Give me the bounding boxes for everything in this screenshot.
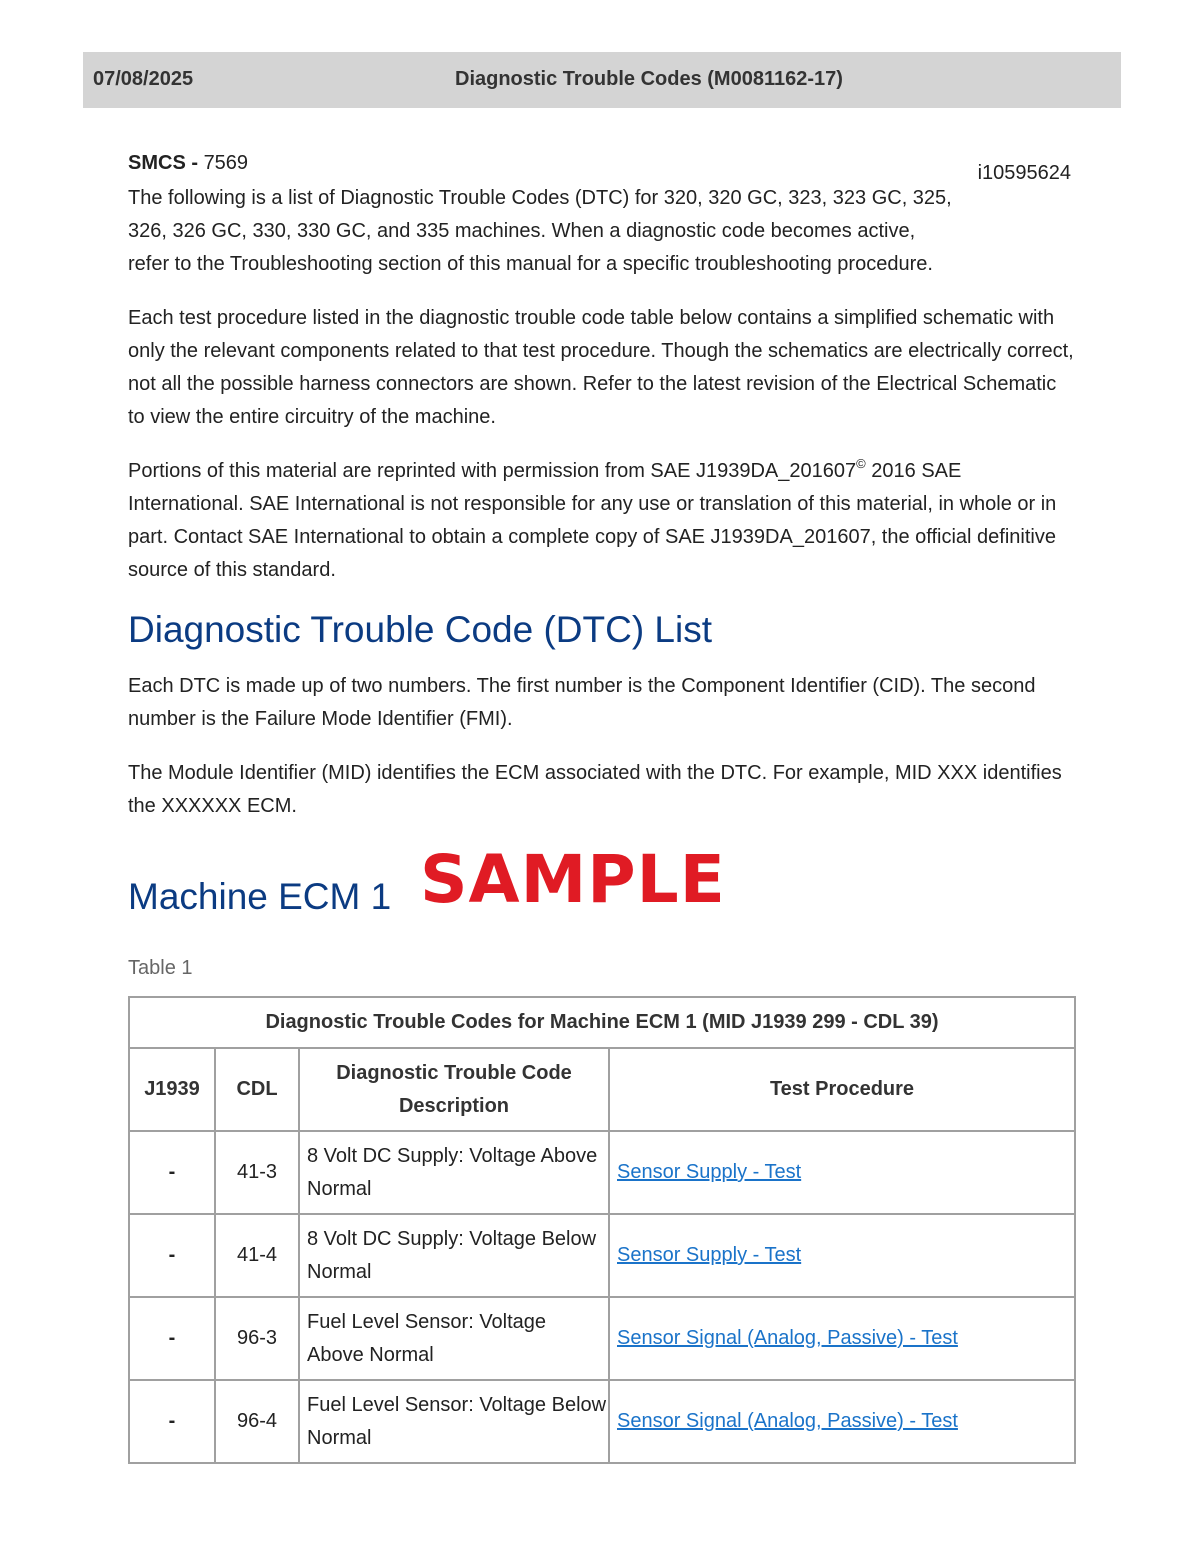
cell-test-procedure — [609, 1214, 1075, 1297]
dtc-paragraph-2: The Module Identifier (MID) identifies the ECM associated with the DTC. For example, MID XXX identifies the XXXXXX ECM. — [128, 762, 1062, 817]
test-procedure-link[interactable]: Sensor Supply - Test — [617, 1244, 802, 1266]
smcs-value: 7569 — [203, 152, 249, 174]
cell-cdl: 96-4 — [215, 1380, 299, 1463]
column-header-cdl: CDL — [215, 1048, 299, 1131]
intro-paragraph-1: The following is a list of Diagnostic Trouble Codes (DTC) for 320, 320 GC, 323, 323 GC, 325, 326, 326 GC, 330, 330 GC, and 335 machines. When a diagnostic code becomes active, refer to the Troubleshooting section of this manual for a specific troubleshooting procedure. — [128, 187, 952, 275]
sample-watermark: SAMPLE — [420, 841, 726, 918]
print-date: 07/08/2025 — [93, 68, 194, 90]
table-caption-row — [129, 997, 1075, 1048]
table-row — [129, 1297, 1075, 1380]
machine-ecm-heading: Machine ECM 1 — [128, 876, 392, 917]
cell-description: 8 Volt DC Supply: Voltage Above Normal — [299, 1131, 609, 1214]
document-title: Diagnostic Trouble Codes (M0081162-17) — [455, 68, 843, 90]
smcs-row — [128, 152, 1076, 182]
table-header-row — [129, 1048, 1075, 1131]
cell-j1939: - — [129, 1297, 215, 1380]
page-header — [83, 52, 1121, 108]
table-row — [129, 1131, 1075, 1214]
cell-cdl: 41-4 — [215, 1214, 299, 1297]
smcs-label: SMCS - — [128, 152, 198, 174]
cell-description: Fuel Level Sensor: Voltage Above Normal — [299, 1297, 609, 1380]
table-caption: Diagnostic Trouble Codes for Machine ECM 1 (MID J1939 299 - CDL 39) — [129, 997, 1075, 1048]
document-id: i10595624 — [977, 162, 1071, 184]
cell-cdl: 41-3 — [215, 1131, 299, 1214]
cell-description: Fuel Level Sensor: Voltage Below Normal — [299, 1380, 609, 1463]
column-header-description: Diagnostic Trouble Code Description — [299, 1048, 609, 1131]
cell-cdl: 96-3 — [215, 1297, 299, 1380]
table-row — [129, 1214, 1075, 1297]
test-procedure-link[interactable]: Sensor Supply - Test — [617, 1161, 802, 1183]
table-row — [129, 1380, 1075, 1463]
document-body — [128, 152, 1076, 1464]
cell-test-procedure — [609, 1131, 1075, 1214]
column-header-j1939: J1939 — [129, 1048, 215, 1131]
copyright-text-start: Portions of this material are reprinted with permission from SAE J1939DA_201607 — [128, 460, 857, 482]
intro-paragraph-3 — [128, 455, 1076, 587]
ecm-heading-row — [128, 823, 1076, 923]
cell-description: 8 Volt DC Supply: Voltage Below Normal — [299, 1214, 609, 1297]
table-label: Table 1 — [128, 957, 193, 979]
cell-test-procedure — [609, 1297, 1075, 1380]
cell-j1939: - — [129, 1214, 215, 1297]
test-procedure-link[interactable]: Sensor Signal (Analog, Passive) - Test — [617, 1327, 958, 1349]
cell-test-procedure — [609, 1380, 1075, 1463]
intro-paragraph-2: Each test procedure listed in the diagnostic trouble code table below contains a simplified schematic with only the relevant components related to that test procedure. Though the schematics are electrically correct, not all the possible harness connectors are shown. Refer to the latest revision of the Electrical Schematic to view the entire circuitry of the machine. — [128, 307, 1074, 428]
test-procedure-link[interactable]: Sensor Signal (Analog, Passive) - Test — [617, 1410, 958, 1432]
column-header-test-procedure: Test Procedure — [609, 1048, 1075, 1131]
cell-j1939: - — [129, 1131, 215, 1214]
copyright-symbol: © — [856, 456, 866, 471]
copyright-text-end: 2016 SAE International. SAE International is not responsible for any use or translation of this material, in whole or in part. Contact SAE International to obtain a complete copy of SAE J1939DA_201607, the official definitive source of this standard. — [128, 460, 1057, 581]
dtc-table — [128, 996, 1076, 1464]
dtc-paragraph-1: Each DTC is made up of two numbers. The first number is the Component Identifier (CID). The second number is the Failure Mode Identifier (FMI). — [128, 675, 1036, 730]
dtc-list-heading: Diagnostic Trouble Code (DTC) List — [128, 609, 712, 650]
cell-j1939: - — [129, 1380, 215, 1463]
